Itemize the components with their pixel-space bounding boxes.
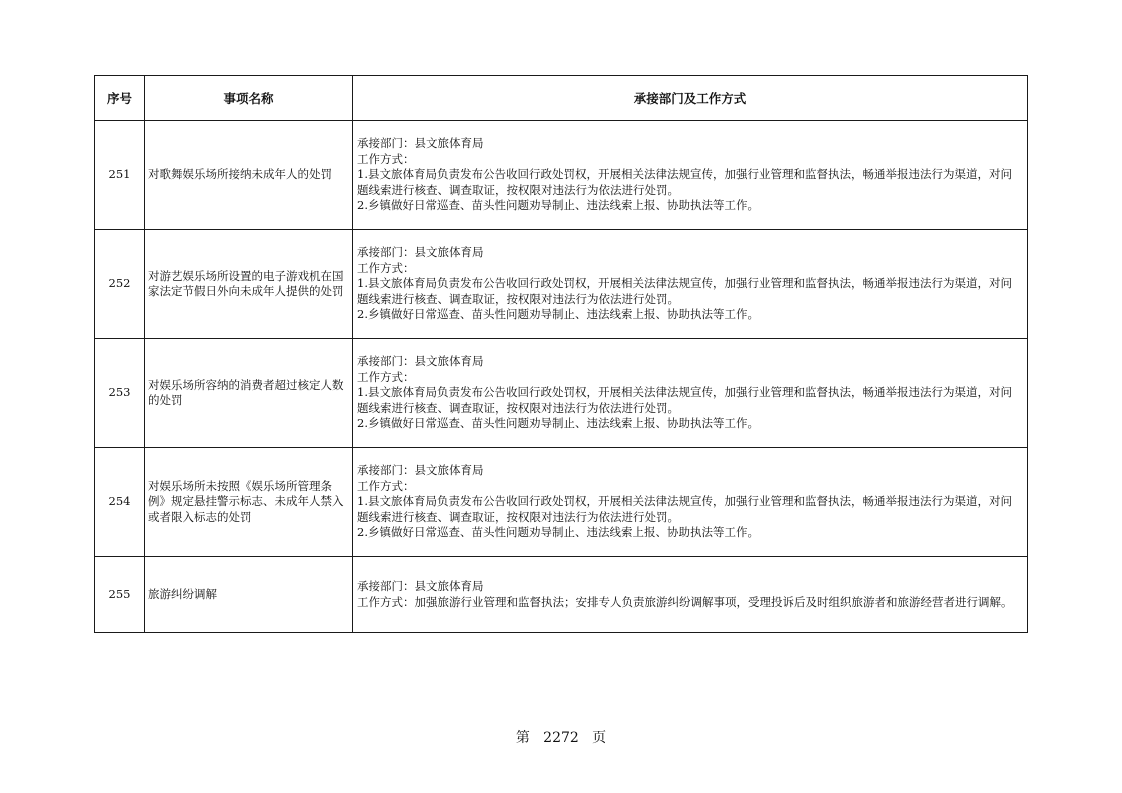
header-dept-and-method: 承接部门及工作方式 bbox=[353, 76, 1028, 121]
desc-line: 承接部门：县文旅体育局 bbox=[357, 579, 484, 593]
desc-line: 承接部门：县文旅体育局 bbox=[357, 136, 484, 151]
table-header-row bbox=[95, 76, 1028, 121]
desc-line: 承接部门：县文旅体育局 bbox=[357, 354, 484, 369]
page-number-footer bbox=[0, 727, 1122, 747]
row-number: 255 bbox=[95, 557, 145, 633]
page-number-spacer bbox=[534, 730, 538, 746]
items-table bbox=[94, 75, 1028, 633]
table-row bbox=[95, 339, 1028, 448]
row-item-name: 对游艺娱乐场所设置的电子游戏机在国家法定节假日外向未成年人提供的处罚 bbox=[145, 230, 353, 339]
header-serial-number: 序号 bbox=[95, 76, 145, 121]
row-item-name: 对娱乐场所容纳的消费者超过核定人数的处罚 bbox=[145, 339, 353, 448]
desc-line: 工作方式： bbox=[357, 369, 415, 384]
row-dept-method bbox=[353, 557, 1028, 633]
row-item-name: 对歌舞娱乐场所接纳未成年人的处罚 bbox=[145, 121, 353, 230]
desc-line: 1.县文旅体育局负责发布公告收回行政处罚权，开展相关法律法规宣传，加强行业管理和监督执法，畅通举报违法行为渠道，对问题线索进行核查、调查取证，按权限对违法行为依法进行处罚。 bbox=[357, 167, 1012, 197]
desc-line: 工作方式：加强旅游行业管理和监督执法；安排专人负责旅游纠纷调解事项，受理投诉后及时组织旅游者和旅游经营者进行调解。 bbox=[357, 594, 1013, 609]
page-suffix: 页 bbox=[592, 730, 607, 746]
desc-line: 工作方式： bbox=[357, 151, 415, 166]
desc-line: 承接部门：县文旅体育局 bbox=[357, 245, 484, 260]
row-dept-method bbox=[353, 121, 1028, 230]
table-row bbox=[95, 230, 1028, 339]
desc-line: 工作方式： bbox=[357, 478, 415, 493]
row-dept-method bbox=[353, 230, 1028, 339]
row-item-name: 对娱乐场所未按照《娱乐场所管理条例》规定悬挂警示标志、未成年人禁入或者限入标志的处罚 bbox=[145, 448, 353, 557]
header-item-name: 事项名称 bbox=[145, 76, 353, 121]
row-dept-method bbox=[353, 339, 1028, 448]
row-number: 254 bbox=[95, 448, 145, 557]
desc-line: 2.乡镇做好日常巡查、苗头性问题劝导制止、违法线索上报、协助执法等工作。 bbox=[357, 307, 759, 322]
desc-line: 1.县文旅体育局负责发布公告收回行政处罚权，开展相关法律法规宣传，加强行业管理和监督执法，畅通举报违法行为渠道，对问题线索进行核查、调查取证，按权限对违法行为依法进行处罚。 bbox=[357, 385, 1012, 415]
table-row bbox=[95, 121, 1028, 230]
row-number: 252 bbox=[95, 230, 145, 339]
desc-line: 2.乡镇做好日常巡查、苗头性问题劝导制止、违法线索上报、协助执法等工作。 bbox=[357, 198, 759, 213]
table-row bbox=[95, 448, 1028, 557]
page-number-spacer bbox=[583, 730, 587, 746]
desc-line: 2.乡镇做好日常巡查、苗头性问题劝导制止、违法线索上报、协助执法等工作。 bbox=[357, 416, 759, 431]
row-number: 251 bbox=[95, 121, 145, 230]
table-row bbox=[95, 557, 1028, 633]
desc-line: 1.县文旅体育局负责发布公告收回行政处罚权，开展相关法律法规宣传，加强行业管理和监督执法，畅通举报违法行为渠道，对问题线索进行核查、调查取证，按权限对违法行为依法进行处罚。 bbox=[357, 276, 1012, 306]
desc-line: 1.县文旅体育局负责发布公告收回行政处罚权，开展相关法律法规宣传，加强行业管理和监督执法，畅通举报违法行为渠道，对问题线索进行核查、调查取证，按权限对违法行为依法进行处罚。 bbox=[357, 494, 1012, 524]
page-prefix: 第 bbox=[515, 730, 530, 746]
desc-line: 2.乡镇做好日常巡查、苗头性问题劝导制止、违法线索上报、协助执法等工作。 bbox=[357, 525, 759, 540]
row-number: 253 bbox=[95, 339, 145, 448]
row-dept-method bbox=[353, 448, 1028, 557]
row-item-name: 旅游纠纷调解 bbox=[145, 557, 353, 633]
desc-line: 承接部门：县文旅体育局 bbox=[357, 463, 484, 478]
desc-line: 工作方式： bbox=[357, 260, 415, 275]
page-number: 2272 bbox=[543, 730, 579, 746]
